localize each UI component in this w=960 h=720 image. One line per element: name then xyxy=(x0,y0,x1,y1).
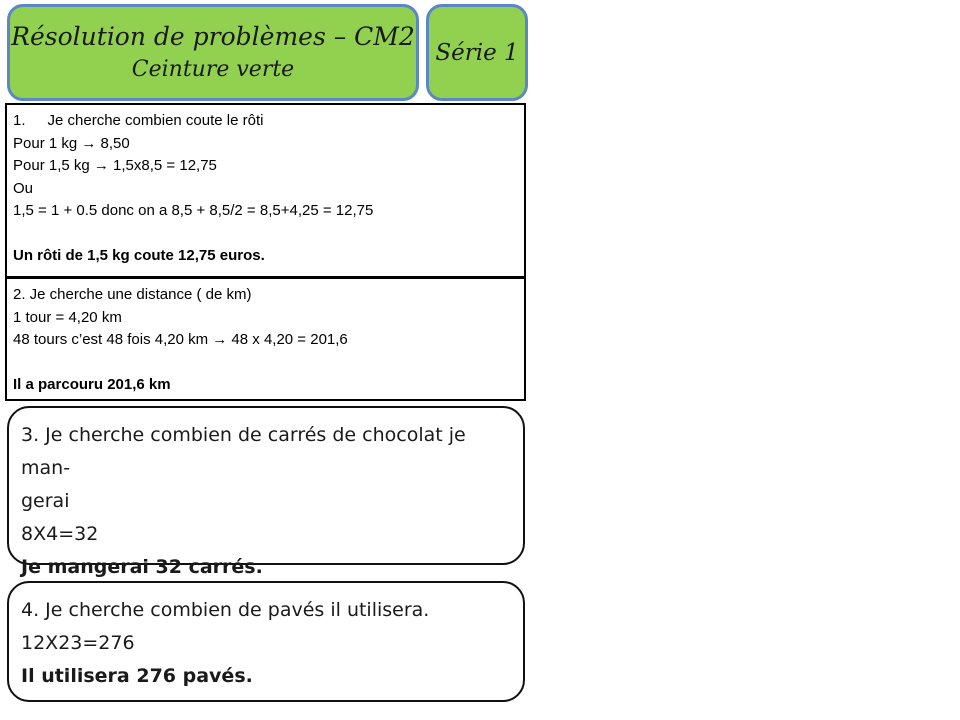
subtitle: Ceinture verte xyxy=(131,56,295,82)
problem-1-statement: Je cherche combien coute le rôti xyxy=(47,112,264,129)
problem-1-box xyxy=(5,103,526,278)
problem-3-line: 8X4=32 xyxy=(21,523,99,545)
serie-label: Série 1 xyxy=(435,39,519,66)
problem-2-answer: Il a parcouru 201,6 km xyxy=(13,376,171,393)
problem-1-question xyxy=(13,110,524,133)
problem-1-number: 1. xyxy=(13,112,26,129)
problem-1-answer: Un rôti de 1,5 kg coute 12,75 euros. xyxy=(13,247,265,264)
serie-box xyxy=(426,4,528,101)
problem-4-line: 12X23=276 xyxy=(21,632,135,654)
problem-1-line: 1,5 = 1 + 0.5 donc on a 8,5 + 8,5/2 = 8,5+4,25 = 12,75 xyxy=(13,202,374,219)
problem-4-answer: Il utilisera 276 pavés. xyxy=(21,665,253,687)
problem-3-statement-cont: gerai xyxy=(21,490,70,512)
title-box xyxy=(7,4,419,101)
problem-2-line: 1 tour = 4,20 km xyxy=(13,308,122,326)
title: Résolution de problèmes – CM2 xyxy=(11,21,415,51)
problem-4-box xyxy=(7,581,525,702)
problem-3-box xyxy=(7,406,525,578)
problem-4-statement: 4. Je cherche combien de pavés il utilisera. xyxy=(21,599,430,621)
problem-2-box xyxy=(5,277,526,401)
problem-2-line: 48 tours c’est 48 fois 4,20 km → 48 x 4,20 = 201,6 xyxy=(13,331,348,348)
problem-1-line: Ou xyxy=(13,179,34,197)
problem-1-line: Pour 1,5 kg → 1,5x8,5 = 12,75 xyxy=(13,157,217,174)
problem-3-statement: 3. Je cherche combien de carrés de chocolat je man- xyxy=(21,424,466,479)
problem-3-answer: Je mangerai 32 carrés. xyxy=(21,556,263,578)
problem-1-line: Pour 1 kg → 8,50 xyxy=(13,134,130,152)
problem-2-statement: 2. Je cherche une distance ( de km) xyxy=(13,286,252,303)
